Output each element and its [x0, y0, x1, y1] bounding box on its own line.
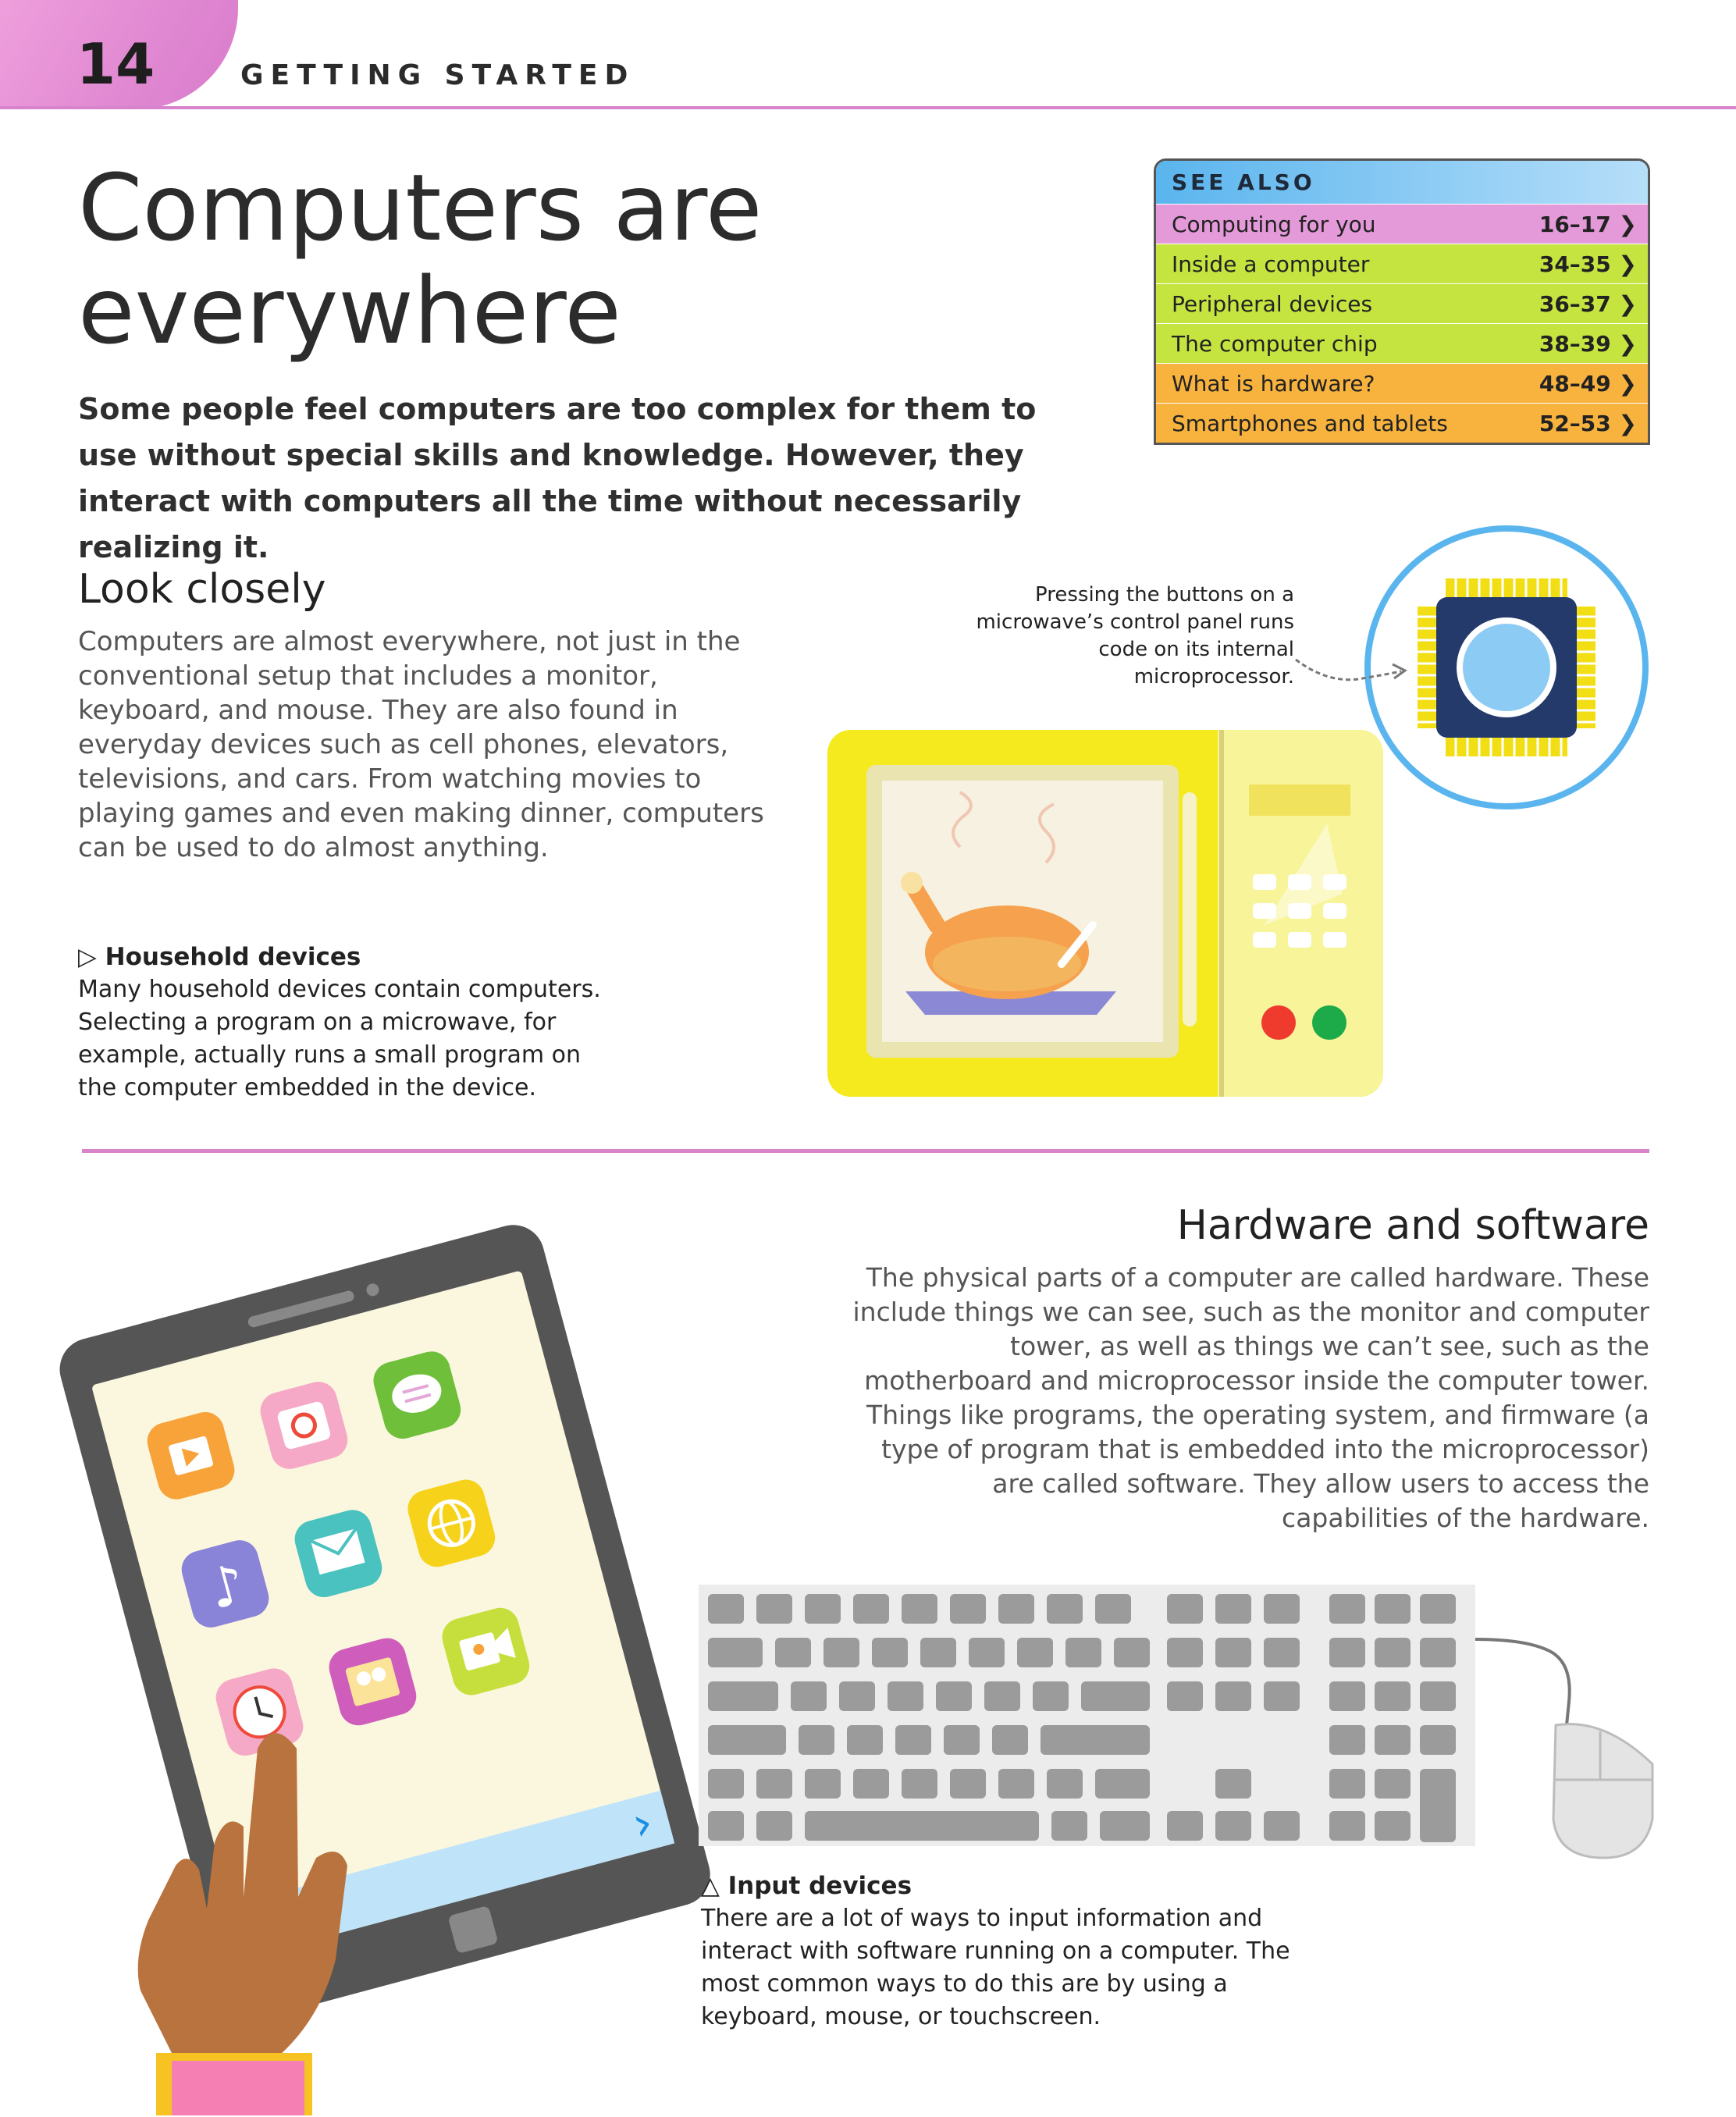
- microwave-display: [1249, 785, 1350, 816]
- see-also-item-label: Inside a computer: [1172, 251, 1370, 277]
- microwave-callout: Pressing the buttons on a microwave’s control panel runs code on its internal microprocessor.: [976, 583, 1294, 688]
- see-also-list: [1156, 204, 1648, 443]
- see-also-heading: SEE ALSO: [1156, 161, 1648, 204]
- chevron-right-icon: ❯: [1618, 211, 1637, 237]
- see-also-item-pages: 48–49: [1539, 370, 1611, 397]
- page-number: 14: [76, 31, 155, 97]
- keyboard-mouse-illustration: [699, 1585, 1659, 1850]
- see-also-item-label: Smartphones and tablets: [1172, 410, 1448, 436]
- stop-button-icon: [1261, 1005, 1296, 1040]
- see-also-item-pages: 52–53: [1539, 410, 1611, 436]
- intro-paragraph: Some people feel computers are too complex for them to use without special skills and knowledge. However, they interact with computers all the time without necessarily realizing it.: [78, 392, 1037, 564]
- microwave-handle: [1183, 792, 1197, 1026]
- see-also-item[interactable]: [1156, 204, 1648, 244]
- arrow-icon: ›: [626, 1795, 659, 1853]
- see-also-item[interactable]: [1156, 283, 1648, 323]
- section-divider: [82, 1149, 1649, 1153]
- triangle-right-icon: ▷: [78, 943, 97, 971]
- header-divider: [0, 106, 1736, 109]
- see-also-item-label: The computer chip: [1172, 330, 1378, 357]
- see-also-item-pages: 34–35: [1539, 251, 1611, 277]
- hardware-software-heading: Hardware and software: [1176, 1202, 1649, 1249]
- start-button-icon: [1312, 1005, 1346, 1040]
- mouse-icon: [1553, 1724, 1652, 1858]
- chevron-right-icon: ❯: [1618, 410, 1637, 436]
- tablet-illustration: [39, 1210, 679, 2115]
- see-also-item-label: What is hardware?: [1172, 370, 1375, 397]
- see-also-item[interactable]: [1156, 363, 1648, 403]
- see-also-item[interactable]: [1156, 244, 1648, 283]
- look-closely-body: Computers are almost everywhere, not just in the conventional setup that includes a monitor, keyboard, and mouse. They are also found in everyday devices such as cell phones, elevators, televisions, and cars. From watching movies to playing games and even making dinner, computers can be used to do almost anything.: [78, 626, 764, 863]
- household-caption-body: Many household devices contain computers. Selecting a program on a microwave, for example, actually runs a small program on the computer embedded in the device.: [78, 976, 601, 1101]
- see-also-item[interactable]: [1156, 323, 1648, 363]
- triangle-up-icon: △: [701, 1872, 720, 1900]
- hardware-software-body: The physical parts of a computer are called hardware. These include things we can see, such as the monitor and computer tower, as well as things we can’t see, such as the motherboard and microprocessor inside the computer tower. Things like programs, the operating system, and firmware (a type of program that is embedded into the microprocessor) are called software. They allow users to access the capabilities of the hardware.: [852, 1262, 1649, 1533]
- household-caption: [78, 941, 624, 1105]
- callout-arrow-icon: [1296, 644, 1421, 706]
- chevron-right-icon: ❯: [1618, 251, 1637, 277]
- section-title: GETTING STARTED: [240, 59, 635, 91]
- input-devices-title: Input devices: [727, 1872, 912, 1900]
- input-devices-body: There are a lot of ways to input information and interact with software running on a computer. The most common ways to do this are by using a keyboard, mouse, or touchscreen.: [701, 1905, 1290, 2030]
- svg-text:♪: ♪: [201, 1551, 253, 1622]
- chip-core: [1460, 621, 1553, 714]
- see-also-box: [1154, 158, 1650, 445]
- look-closely-heading: Look closely: [78, 566, 326, 613]
- mouse-cable: [1475, 1639, 1570, 1725]
- keyboard-body: [699, 1585, 1475, 1846]
- page-title: [78, 154, 859, 365]
- microwave-illustration: [827, 730, 1383, 1097]
- chevron-right-icon: ❯: [1618, 330, 1637, 357]
- see-also-item[interactable]: [1156, 403, 1648, 443]
- chevron-right-icon: ❯: [1618, 370, 1637, 397]
- see-also-item-pages: 16–17: [1539, 211, 1611, 237]
- page-title-line-1: Computers are: [78, 154, 763, 262]
- see-also-item-label: Computing for you: [1172, 211, 1376, 237]
- page-title-line-2: everywhere: [78, 257, 621, 365]
- chevron-right-icon: ❯: [1618, 290, 1637, 317]
- see-also-item-pages: 38–39: [1539, 330, 1611, 357]
- input-devices-caption: [701, 1870, 1302, 2033]
- see-also-item-label: Peripheral devices: [1172, 290, 1373, 317]
- household-caption-title: Household devices: [105, 943, 361, 971]
- see-also-item-pages: 36–37: [1539, 290, 1611, 317]
